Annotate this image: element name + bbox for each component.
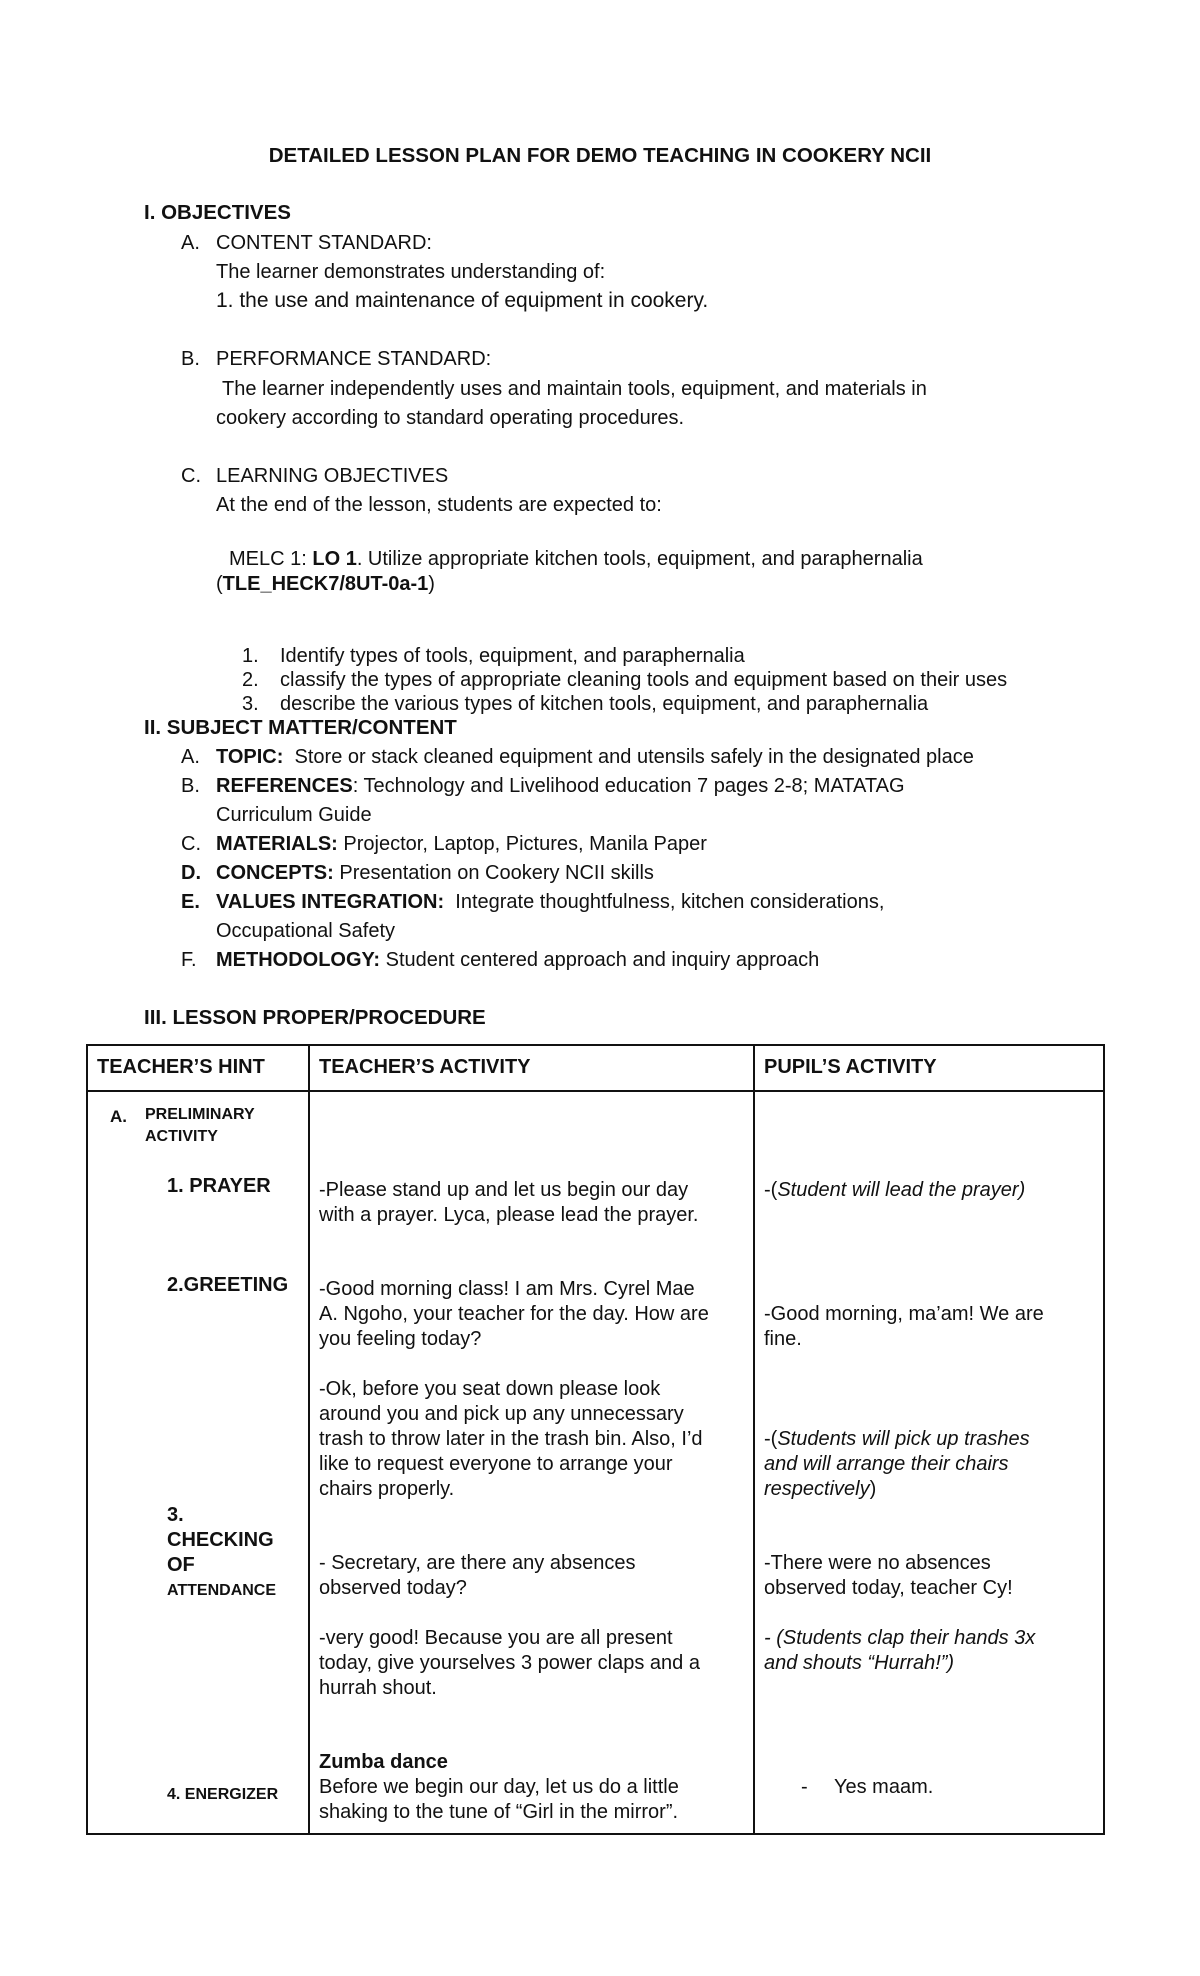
header-teachers-hint: TEACHER’S HINT <box>87 1045 309 1091</box>
teacher-attendance-line2: observed today? <box>319 1577 467 1599</box>
pupil-prayer <box>764 1178 1025 1203</box>
performance-standard-line1: The learner independently uses and maintain tools, equipment, and materials in <box>222 378 927 400</box>
learning-objectives-letter: C. <box>181 465 201 487</box>
subject-item-label: REFERENCES <box>216 775 353 797</box>
melc-code-line <box>216 572 435 596</box>
preliminary-label-1: PRELIMINARY <box>145 1106 255 1123</box>
teacher-claps-line3: hurrah shout. <box>319 1677 437 1699</box>
preliminary-label-2: ACTIVITY <box>145 1128 218 1145</box>
hint-checking-3: OF <box>167 1554 195 1576</box>
hint-greeting: 2.GREETING <box>167 1274 289 1296</box>
subject-item-text: Projector, Laptop, Pictures, Manila Paper <box>337 833 707 855</box>
pupil-prayer-open: -( <box>764 1179 778 1201</box>
subject-item-concepts <box>216 861 654 885</box>
subject-item-label: METHODOLOGY: <box>216 949 381 971</box>
pupil-greet-line2: fine. <box>764 1328 802 1350</box>
subject-matter-heading: II. SUBJECT MATTER/CONTENT <box>144 716 457 739</box>
subject-item-values <box>216 890 884 914</box>
pupil-claps-line2: and shouts “Hurrah!”) <box>764 1652 955 1674</box>
subject-item-letter: C. <box>181 833 201 855</box>
performance-standard-letter: B. <box>181 348 200 370</box>
pupil-attendance-line1: -There were no absences <box>764 1552 991 1574</box>
pupil-activity-column <box>754 1091 1104 1834</box>
subject-item-text: Integrate thoughtfulness, kitchen considerations, <box>444 891 885 913</box>
subject-item-label: CONCEPTS: <box>216 862 334 884</box>
hint-checking-4: ATTENDANCE <box>167 1582 277 1599</box>
teacher-trash-line3: trash to throw later in the trash bin. Also, I’d <box>319 1428 703 1450</box>
subject-item-continuation: Curriculum Guide <box>216 804 372 826</box>
teacher-zumba-title: Zumba dance <box>319 1751 448 1773</box>
teacher-attendance-line1: - Secretary, are there any absences <box>319 1552 636 1574</box>
teacher-trash-line1: -Ok, before you seat down please look <box>319 1378 661 1400</box>
objective-number: 3. <box>242 693 259 715</box>
teacher-trash-line4: like to request everyone to arrange your <box>319 1453 673 1475</box>
melc-code: TLE_HECK7/8UT-0a-1 <box>222 573 429 595</box>
subject-item-letter: D. <box>181 862 201 884</box>
melc-code-open: ( <box>216 573 223 595</box>
content-standard-line2: 1. the use and maintenance of equipment in cookery. <box>216 289 709 312</box>
teacher-activity-column <box>309 1091 754 1834</box>
pupil-trash-line2: and will arrange their chairs <box>764 1453 1009 1475</box>
pupil-prayer-text: Student will lead the prayer) <box>777 1179 1026 1201</box>
table-row <box>87 1091 1104 1834</box>
subject-item-topic <box>216 745 974 769</box>
subject-item-continuation: Occupational Safety <box>216 920 395 942</box>
melc-lo: LO 1 <box>312 548 357 570</box>
subject-item-text: Student centered approach and inquiry approach <box>380 949 820 971</box>
content-standard-letter: A. <box>181 232 200 254</box>
teacher-zumba-line2: shaking to the tune of “Girl in the mirror”. <box>319 1801 679 1823</box>
subject-item-label: TOPIC: <box>216 746 284 768</box>
melc-code-close: ) <box>428 573 435 595</box>
melc-text: . Utilize appropriate kitchen tools, equipment, and paraphernalia <box>356 548 923 570</box>
teacher-greet-line2: A. Ngoho, your teacher for the day. How are <box>319 1303 709 1325</box>
teacher-claps-line2: today, give yourselves 3 power claps and a <box>319 1652 700 1674</box>
subject-item-letter: F. <box>181 949 197 971</box>
subject-item-letter: B. <box>181 775 200 797</box>
subject-item-materials <box>216 832 707 856</box>
learning-objectives-label: LEARNING OBJECTIVES <box>216 465 449 487</box>
teacher-greet-line3: you feeling today? <box>319 1328 482 1350</box>
teacher-prayer-line1: -Please stand up and let us begin our day <box>319 1179 689 1201</box>
subject-item-text: : Technology and Livelihood education 7 pages 2-8; MATATAG <box>352 775 905 797</box>
pupil-trash-open: -( <box>764 1428 778 1450</box>
objective-text: describe the various types of kitchen tools, equipment, and paraphernalia <box>280 693 929 715</box>
hint-energizer: 4. ENERGIZER <box>167 1786 279 1803</box>
teacher-trash-line2: around you and pick up any unnecessary <box>319 1403 684 1425</box>
pupil-attendance-line2: observed today, teacher Cy! <box>764 1577 1013 1599</box>
subject-item-methodology <box>216 948 819 972</box>
teacher-greet-line1: -Good morning class! I am Mrs. Cyrel Mae <box>319 1278 695 1300</box>
pupil-energizer-dash: - <box>801 1776 808 1798</box>
melc-line <box>229 547 923 571</box>
pupil-trash-text3: respectively <box>764 1478 870 1500</box>
pupil-claps-line1: - (Students clap their hands 3x <box>764 1627 1036 1649</box>
pupil-trash-close: ) <box>869 1478 877 1500</box>
hint-checking-1: 3. <box>167 1504 184 1526</box>
subject-item-letter: E. <box>181 891 200 913</box>
subject-item-letter: A. <box>181 746 200 768</box>
objective-number: 1. <box>242 645 259 667</box>
pupil-greet-line1: -Good morning, ma’am! We are <box>764 1303 1044 1325</box>
performance-standard-line2: cookery according to standard operating procedures. <box>216 407 685 429</box>
melc-prefix: MELC 1: <box>229 548 313 570</box>
teacher-zumba-line1: Before we begin our day, let us do a little <box>319 1776 679 1798</box>
objective-number: 2. <box>242 669 259 691</box>
objective-text: classify the types of appropriate cleaning tools and equipment based on their uses <box>280 669 1008 691</box>
lesson-proper-heading: III. LESSON PROPER/PROCEDURE <box>144 1006 486 1029</box>
content-standard-line1: The learner demonstrates understanding of: <box>216 261 606 283</box>
preliminary-letter: A. <box>110 1107 127 1126</box>
pupil-trash-line3 <box>764 1477 876 1502</box>
table-header-row <box>87 1045 1104 1091</box>
hint-column <box>87 1091 309 1834</box>
subject-item-text: Store or stack cleaned equipment and utensils safely in the designated place <box>283 746 974 768</box>
objectives-heading: I. OBJECTIVES <box>144 201 291 224</box>
performance-standard-label: PERFORMANCE STANDARD: <box>216 348 492 370</box>
subject-item-label: MATERIALS: <box>216 833 338 855</box>
pupil-trash-text1: Students will pick up trashes <box>777 1428 1030 1450</box>
lesson-procedure-table <box>86 1044 1105 1835</box>
subject-item-label: VALUES INTEGRATION: <box>216 891 445 913</box>
header-pupils-activity: PUPIL’S ACTIVITY <box>754 1045 1104 1091</box>
document-title: DETAILED LESSON PLAN FOR DEMO TEACHING IN COOKERY NCII <box>268 144 932 167</box>
objective-text: Identify types of tools, equipment, and paraphernalia <box>280 645 745 667</box>
subject-item-references <box>216 774 905 798</box>
teacher-claps-line1: -very good! Because you are all present <box>319 1627 673 1649</box>
hint-prayer: 1. PRAYER <box>167 1175 271 1197</box>
hint-checking-2: CHECKING <box>167 1529 274 1551</box>
teacher-trash-line5: chairs properly. <box>319 1478 455 1500</box>
header-teachers-activity: TEACHER’S ACTIVITY <box>309 1045 754 1091</box>
subject-item-text: Presentation on Cookery NCII skills <box>333 862 654 884</box>
content-standard-label: CONTENT STANDARD: <box>216 232 432 254</box>
teacher-prayer-line2: with a prayer. Lyca, please lead the prayer. <box>319 1204 699 1226</box>
pupil-energizer: Yes maam. <box>834 1776 934 1798</box>
learning-objectives-intro: At the end of the lesson, students are expected to: <box>216 494 662 516</box>
pupil-trash-line1 <box>764 1427 1030 1452</box>
